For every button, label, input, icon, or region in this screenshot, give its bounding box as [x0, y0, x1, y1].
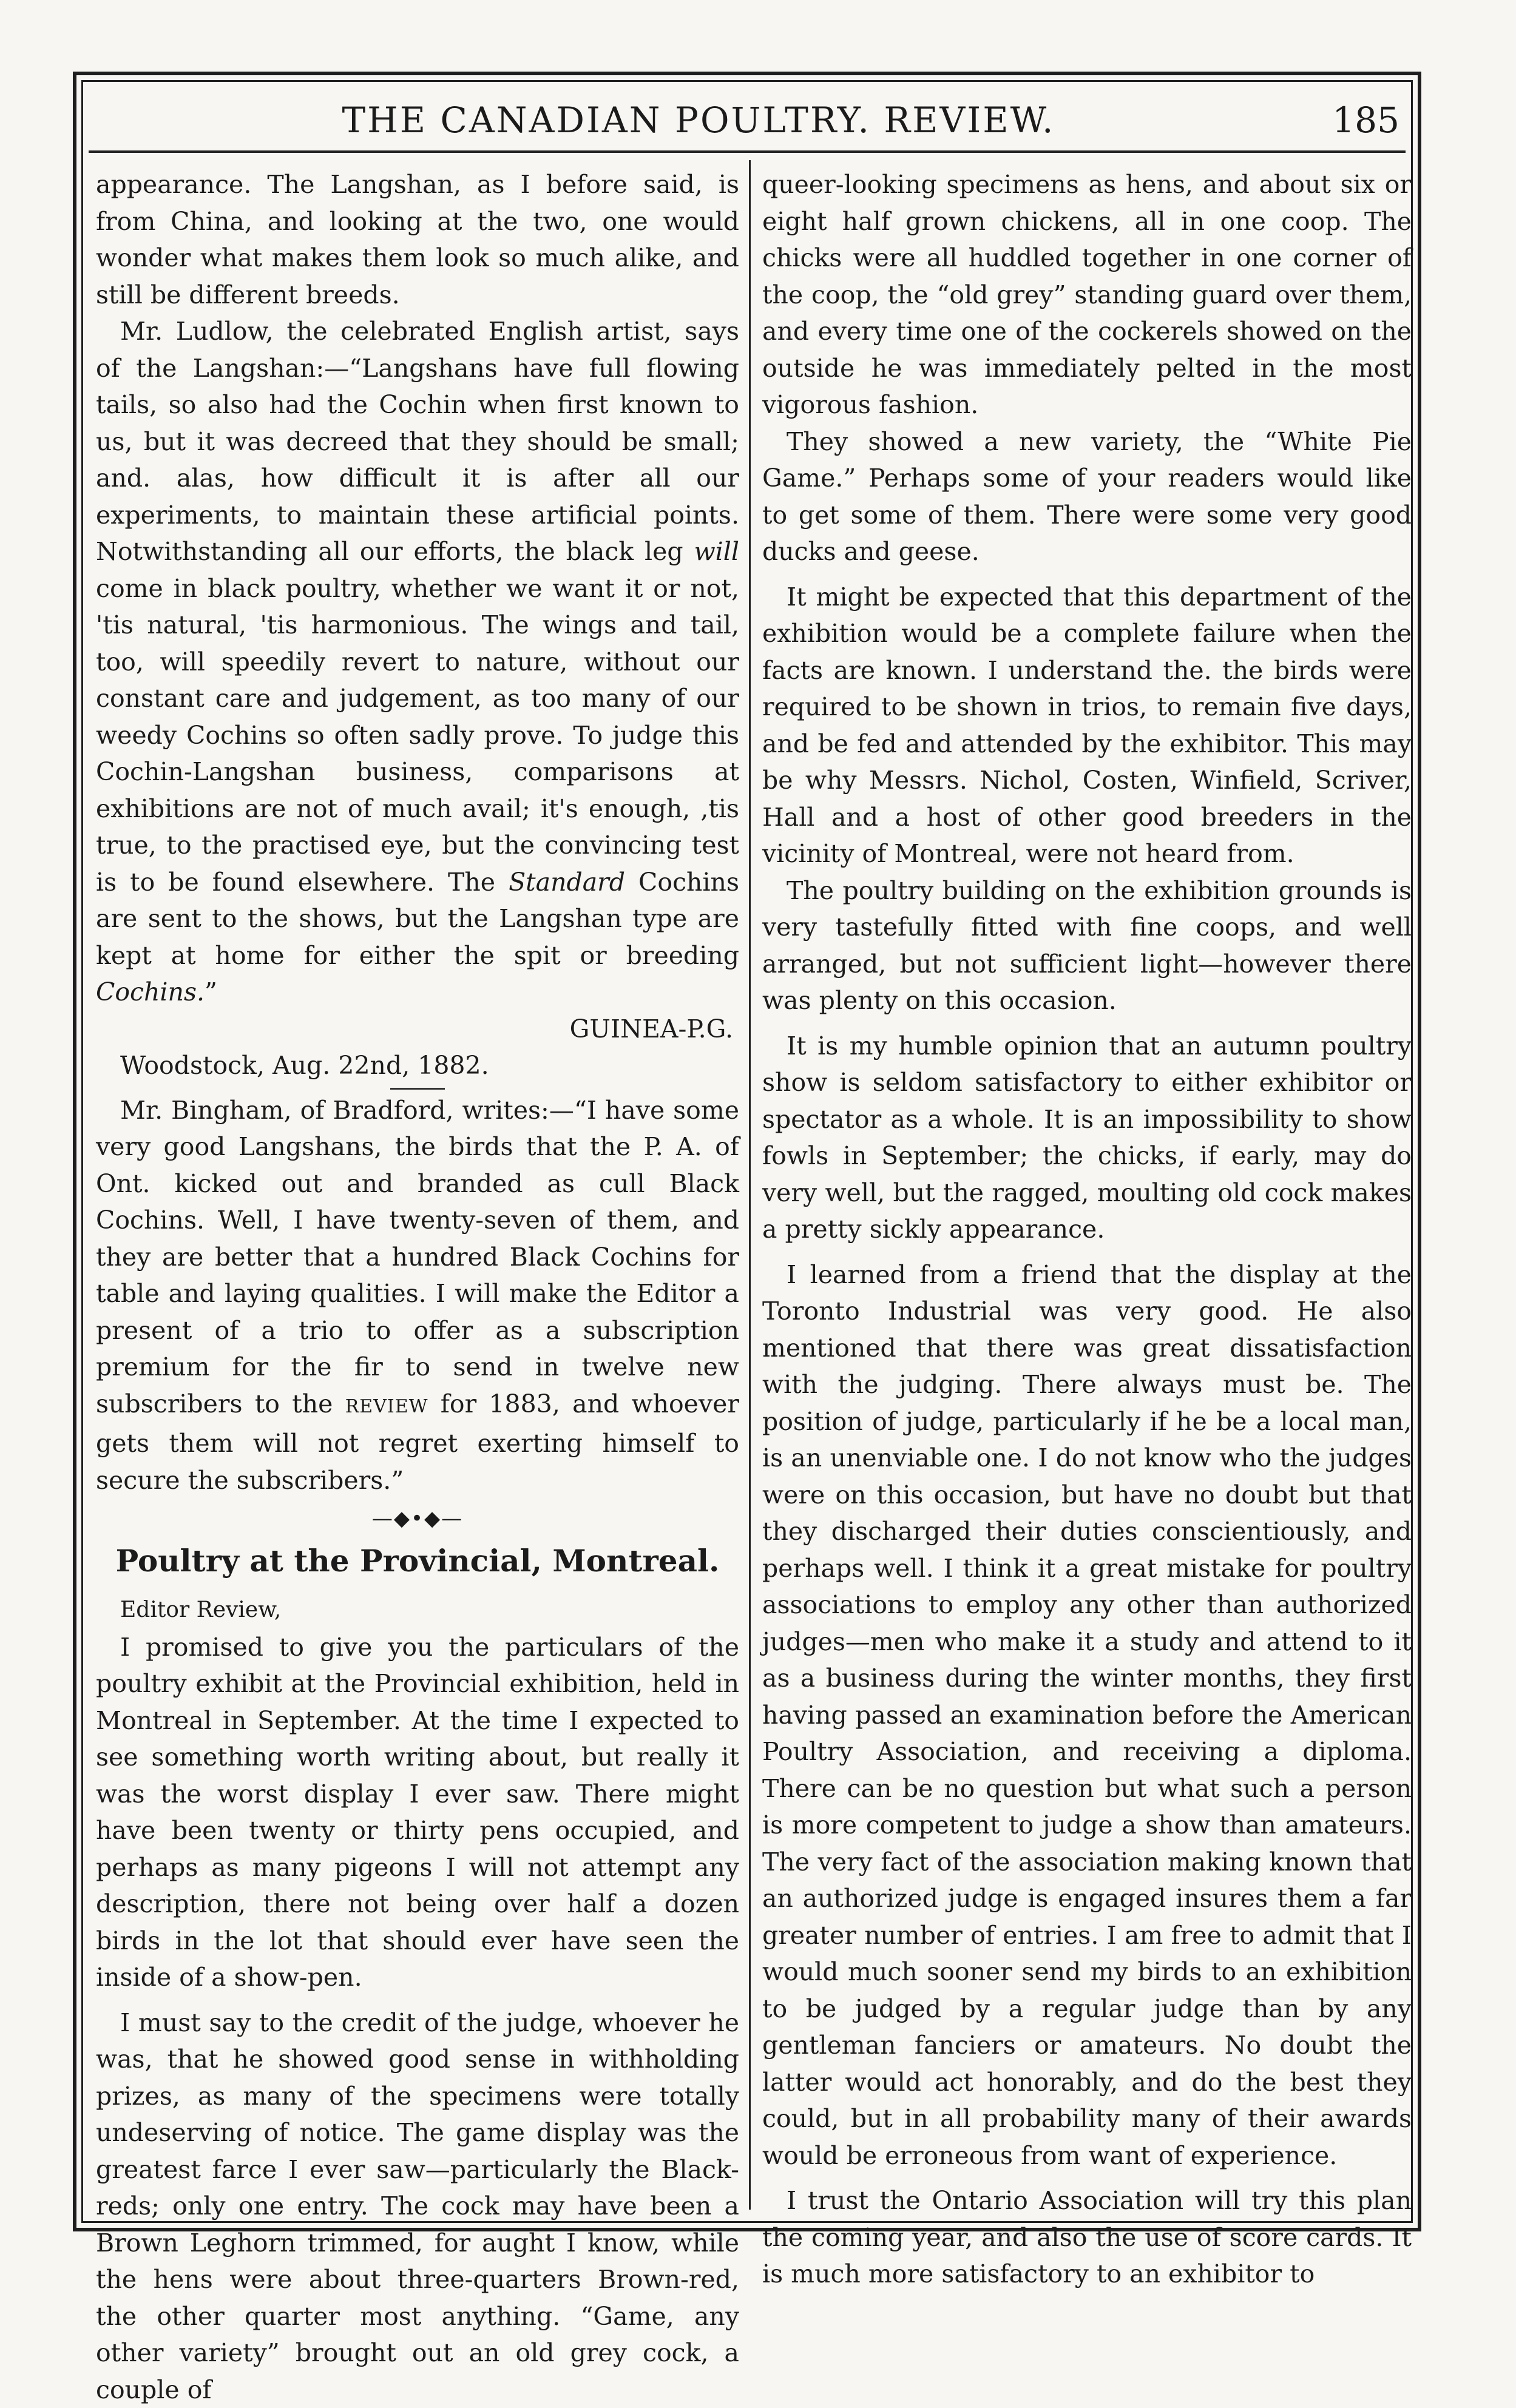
emphasis: Standard [509, 868, 625, 897]
right-column [762, 166, 1412, 2293]
paragraph: It is my humble opinion that an autumn poultry show is seldom satisfactory to either exhibitor or spectator as a whole. It is an impossibility to show fowls in September; the chicks, if early, may do very well, but the ragged, moulting old cock makes a pretty sickly appearance. [762, 1028, 1412, 1248]
paragraph-ludlow-quote: Mr. Ludlow, the celebrated English artist, says of the Langshan:—“Langshans have full flowing tails, so also had the Cochin when first known to us, but it was decreed that they should be small; and. alas, how difficult it is after all our experiments, to maintain these artificial points. Notwithstanding all our efforts, the black leg will come in black poultry, whether we want it or not, 'tis natural, 'tis harmonious. The wings and tail, too, will speedily revert to nature, without our constant care and judgement, as too many of our weedy Cochins so often sadly prove. To judge this Cochin-Langshan business, comparisons at exhibitions are not of much avail; it's enough, ,tis true, to the practised eye, but the convincing test is to be found elsewhere. The Standard Cochins are sent to the shows, but the Langshan type are kept at home for either the spit or breeding Cochins.” [96, 313, 739, 1011]
paragraph: It might be expected that this department of the exhibition would be a complete failure when the facts are known. I understand the. the birds were required to be shown in trios, to remain five days, and be fed and attended by the exhibitor. This may be why Messrs. Nichol, Costen, Winfield, Scriver, Hall and a host of other good breeders in the vicinity of Montreal, were not heard from. [762, 579, 1412, 872]
signature: GUINEA-P.G. [96, 1011, 739, 1048]
dateline: Woodstock, Aug. 22nd, 1882. [96, 1047, 739, 1084]
page-frame [73, 72, 1421, 2231]
left-column [96, 166, 739, 2408]
column-divider [749, 160, 751, 2210]
paragraph: I trust the Ontario Association will try this plan the coming year, and also the use of score cards. It is much more satisfactory to an exhibitor to [762, 2182, 1412, 2293]
emphasis: will [694, 537, 739, 566]
paragraph: I promised to give you the particulars of the poultry exhibit at the Provincial exhibition, held in Montreal in September. At the time I expected to see something worth writing about, but really it was the worst display I ever saw. There might have been twenty or thirty pens occupied, and perhaps as many pigeons I will not attempt any description, there not being over half a dozen birds in the lot that should ever have seen the inside of a show-pen. [96, 1629, 739, 1996]
paragraph: The poultry building on the exhibition grounds is very tastefully fitted with fine coops, and well arranged, but not sufficient light—however there was plenty on this occasion. [762, 872, 1412, 1019]
header-rule [89, 150, 1406, 153]
short-rule [390, 1088, 445, 1090]
emphasis: Cochins. [96, 977, 205, 1007]
section-title: Poultry at the Provincial, Montreal. [96, 1540, 739, 1582]
paragraph: I must say to the credit of the judge, whoever he was, that he showed good sense in withholding prizes, as many of the specimens were totally undeserving of notice. The game display was the greatest farce I ever saw—particularly the Black-reds; only one entry. The cock may have been a Brown Leghorn trimmed, for aught I know, while the hens were about three-quarters Brown-red, the other quarter most anything. “Game, any other variety” brought out an old grey cock, a couple of [96, 2005, 739, 2408]
paragraph: I learned from a friend that the display at the Toronto Industrial was very good. He also mentioned that there was great dissatisfaction with the judging. There always must be. The position of judge, particularly if he be a local man, is an unenviable one. I do not know who the judges were on this occasion, but have no doubt but that they discharged their duties conscientiously, and perhaps well. I think it a great mistake for poultry associations to employ any other than authorized judges—men who make it a study and attend to it as a business during the winter months, they first having passed an examination before the American Poultry Association, and receiving a diploma. There can be no question but what such a person is more competent to judge a show than amateurs. The very fact of the association making known that an authorized judge is engaged insures them a far greater number of entries. I am free to admit that I would much sooner send my birds to an exhibition to be judged by a regular judge than by any gentleman fanciers or amateurs. No doubt the latter would act honorably, and do the best they could, but in all probability many of their awards would be erroneous from want of experience. [762, 1256, 1412, 2174]
ornament-divider: —◆•◆— [96, 1503, 739, 1534]
salutation: Editor Review, [96, 1592, 739, 1629]
running-head: THE CANADIAN POULTRY. REVIEW. [76, 99, 1321, 141]
paragraph-bingham: Mr. Bingham, of Bradford, writes:—“I have some very good Langshans, the birds that the P. A. of Ont. kicked out and branded as cull Black Cochins. Well, I have twenty-seven of them, and they are better that a hundred Black Cochins for table and laying qualities. I will make the Editor a present of a trio to offer as a subscription premium for the fir to send in twelve new subscribers to the REVIEW for 1883, and whoever gets them will not regret exerting himself to secure the subscribers.” [96, 1092, 739, 1499]
small-caps: REVIEW [345, 1396, 428, 1417]
paragraph: They showed a new variety, the “White Pie Game.” Perhaps some of your readers would like to get some of them. There were some very good ducks and geese. [762, 423, 1412, 570]
page-number: 185 [1332, 99, 1399, 141]
paragraph: appearance. The Langshan, as I before said, is from China, and looking at the two, one would wonder what makes them look so much alike, and still be different breeds. [96, 166, 739, 313]
paragraph: queer-looking specimens as hens, and about six or eight half grown chickens, all in one coop. The chicks were all huddled together in one corner of the coop, the “old grey” standing guard over them, and every time one of the cockerels showed on the outside he was immediately pelted in the most vigorous fashion. [762, 166, 1412, 423]
